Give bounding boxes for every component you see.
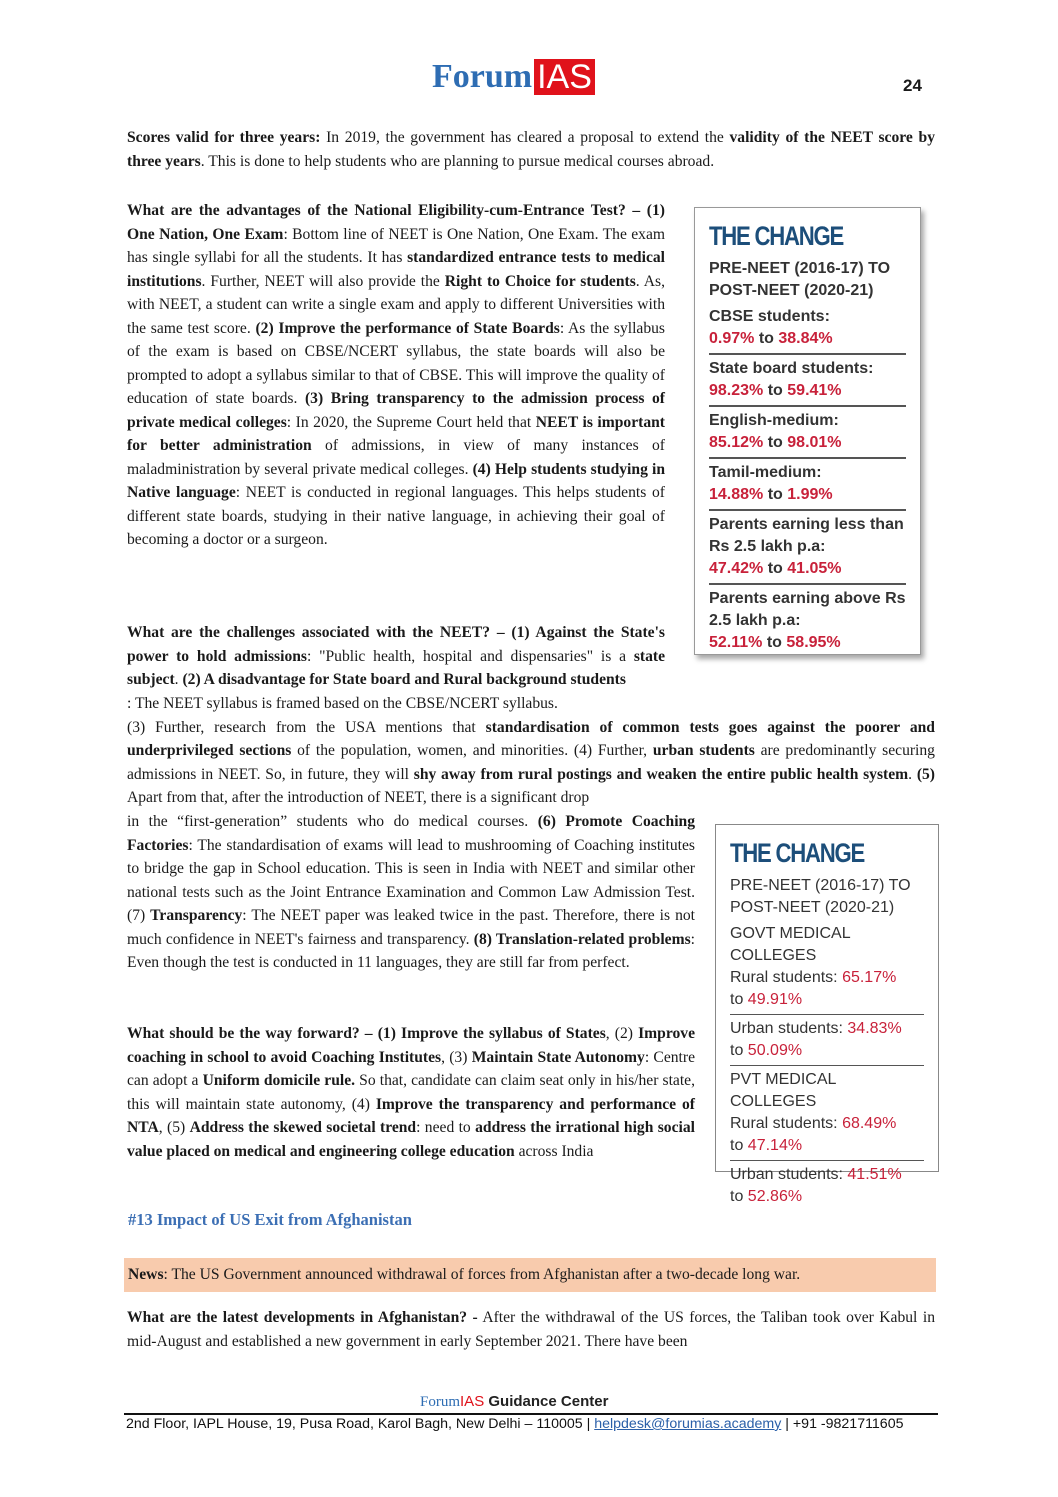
bold-text: standardisation of common tests goes against the poorer and underprivileged sections bbox=[127, 718, 935, 759]
advantages-paragraph bbox=[127, 199, 665, 552]
to-value: 41.05% bbox=[787, 560, 842, 577]
text: : Even though the test is conducted in 11 languages, they are still far from perfect. bbox=[127, 930, 695, 971]
bold-text: Uniform domicile rule. bbox=[202, 1072, 356, 1089]
infobox-subtitle: PRE-NEET (2016-17) TO POST-NEET (2020-21) bbox=[730, 877, 911, 916]
from-value: 98.23% bbox=[709, 382, 764, 399]
joiner: to bbox=[730, 1188, 748, 1205]
infobox-item bbox=[709, 457, 906, 509]
item-label: State board students: bbox=[709, 360, 874, 377]
footer-divider bbox=[124, 1413, 938, 1415]
challenges-heading: What are the challenges associated with the NEET? bbox=[127, 624, 491, 641]
logo-ias-text: IAS bbox=[534, 59, 595, 95]
text: In 2019, the government has cleared a proposal to extend the bbox=[320, 129, 730, 146]
bold-text: Improve coaching in school to avoid Coaching Institutes bbox=[127, 1025, 695, 1066]
joiner: to bbox=[754, 330, 779, 347]
news-highlight bbox=[124, 1258, 936, 1292]
news-text: : The US Government announced withdrawal of forces from Afghanistan after a two-decade long war. bbox=[163, 1266, 801, 1283]
item-label: Parents earning above Rs 2.5 lakh p.a: bbox=[709, 590, 906, 629]
bold-text: Transparency bbox=[150, 907, 243, 924]
text: in the “first-generation” students who do medical courses. bbox=[127, 813, 538, 830]
to-value: 58.95% bbox=[786, 634, 841, 651]
from-value: 0.97% bbox=[709, 330, 755, 347]
pvt-heading: PVT MEDICAL COLLEGES bbox=[730, 1071, 836, 1110]
govt-heading: GOVT MEDICAL COLLEGES bbox=[730, 925, 851, 964]
joiner: to bbox=[730, 991, 748, 1008]
joiner: to bbox=[730, 1137, 748, 1154]
phone-text: | +91 -9821711605 bbox=[781, 1416, 904, 1432]
from-value: 47.42% bbox=[709, 560, 764, 577]
item-label: Rural students: bbox=[730, 1115, 843, 1132]
bold-text: urban students bbox=[652, 742, 755, 759]
helpdesk-email-link[interactable]: helpdesk@forumias.academy bbox=[594, 1416, 782, 1432]
infobox-title: THE CHANGE bbox=[730, 838, 865, 868]
news-label: News bbox=[128, 1266, 164, 1283]
text: : need to bbox=[416, 1119, 476, 1136]
scores-valid-heading: Scores valid for three years: bbox=[127, 129, 321, 146]
to-value: 52.86% bbox=[747, 1188, 803, 1205]
text: , (3) bbox=[441, 1048, 472, 1066]
text: : The NEET syllabus is framed based on the CBSE/NCERT syllabus. bbox=[127, 695, 558, 712]
from-value: 41.51% bbox=[847, 1166, 902, 1183]
page-number: 24 bbox=[903, 76, 922, 95]
footer-brand-forum: Forum bbox=[420, 1394, 461, 1410]
infobox-item bbox=[730, 919, 924, 1014]
infobox-item bbox=[709, 302, 906, 353]
from-value: 68.49% bbox=[842, 1115, 897, 1132]
to-value: 50.09% bbox=[747, 1042, 803, 1059]
text: across India bbox=[514, 1142, 594, 1160]
infobox-item bbox=[709, 405, 906, 457]
bold-text: (2) Improve the performance of State Boards bbox=[255, 319, 560, 337]
section-13-title: #13 Impact of US Exit from Afghanistan bbox=[128, 1210, 412, 1229]
text: : As the syllabus of the exam is based on CBSE/NCERT syllabus, the state boards will also be prompted to adopt a syllabus similar to that of CBSE. This will improve the quality of education of state boards. bbox=[127, 319, 665, 407]
item-label: Urban students: bbox=[730, 1020, 848, 1037]
infobox-subtitle: PRE-NEET (2016-17) TO POST-NEET (2020-21) bbox=[709, 260, 891, 299]
bold-text: (3) Bring transparency to the admission process of private medical colleges bbox=[127, 390, 665, 431]
bold-text: (8) Translation-related problems bbox=[473, 930, 691, 948]
infobox-item bbox=[730, 1065, 924, 1160]
joiner: to bbox=[763, 486, 788, 503]
bold-text: (5) bbox=[916, 765, 935, 783]
item-label: CBSE students: bbox=[709, 308, 830, 325]
text: Apart from that, after the introduction of NEET, there is a significant drop bbox=[127, 789, 590, 806]
item-label: Rural students: bbox=[730, 969, 843, 986]
forumias-logo bbox=[432, 58, 595, 96]
text: . bbox=[908, 765, 917, 783]
bold-text: Right to Choice for students bbox=[444, 272, 636, 290]
bold-text: validity of the NEET score by three years bbox=[127, 129, 935, 170]
text: After the withdrawal of the US forces, the Taliban took over Kabul in mid-August and established a new government in early September 2021. There have been bbox=[127, 1309, 935, 1350]
from-value: 85.12% bbox=[709, 434, 764, 451]
from-value: 14.88% bbox=[709, 486, 764, 503]
infobox-item bbox=[709, 583, 906, 657]
to-value: 49.91% bbox=[747, 991, 803, 1008]
text: : "Public health, hospital and dispensaries" is a bbox=[306, 647, 634, 665]
text: : The NEET paper was leaked twice in the past. Therefore, there is not much confidence in NEET's fairness and transparency. bbox=[127, 907, 695, 948]
from-value: 34.83% bbox=[847, 1020, 902, 1037]
scores-valid-paragraph bbox=[127, 126, 935, 173]
text: : Centre can adopt a bbox=[127, 1048, 695, 1089]
joiner: to bbox=[763, 382, 788, 399]
text: , (2) bbox=[605, 1025, 639, 1042]
challenges-paragraph-bottom bbox=[127, 810, 695, 975]
logo-forum-text: Forum bbox=[432, 58, 533, 95]
from-value: 52.11% bbox=[709, 634, 763, 651]
bold-text: – (1) Against the State's power to hold admissions bbox=[127, 624, 665, 665]
infobox-title: THE CHANGE bbox=[709, 221, 844, 251]
item-label: Urban students: bbox=[730, 1166, 848, 1183]
the-change-infobox-2 bbox=[715, 824, 939, 1205]
item-label: Parents earning less than Rs 2.5 lakh p.a: bbox=[709, 516, 904, 555]
item-label: Tamil-medium: bbox=[709, 464, 822, 481]
text: , (5) bbox=[158, 1119, 190, 1136]
to-value: 1.99% bbox=[787, 486, 833, 503]
text: of admissions, in view of many instances of maladministration by several private medical colleges. bbox=[127, 437, 665, 478]
text: . Further, NEET will also provide the bbox=[201, 272, 445, 290]
to-value: 38.84% bbox=[778, 330, 833, 347]
to-value: 98.01% bbox=[787, 434, 842, 451]
text: (3) Further, research from the USA mentions that bbox=[127, 718, 486, 736]
bold-text: standardized entrance tests to medical institutions bbox=[127, 249, 665, 290]
text: of the population, women, and minorities. (4) Further, bbox=[291, 742, 653, 759]
footer-brand-rest: Guidance Center bbox=[484, 1393, 609, 1410]
joiner: to bbox=[730, 1042, 748, 1059]
latest-developments-heading: What are the latest developments in Afghanistan? - bbox=[127, 1309, 478, 1326]
to-value: 59.41% bbox=[787, 382, 842, 399]
infobox-item bbox=[709, 509, 906, 583]
address-text: 2nd Floor, IAPL House, 19, Pusa Road, Karol Bagh, New Delhi – 110005 | bbox=[126, 1416, 595, 1432]
text: . As, with NEET, a student can write a single exam and apply to different Universities with the same test score. bbox=[127, 272, 665, 337]
joiner: to bbox=[763, 434, 788, 451]
item-label: English-medium: bbox=[709, 412, 839, 429]
latest-developments-paragraph bbox=[127, 1306, 935, 1353]
text: : The standardisation of exams will lead to mushrooming of Coaching institutes to bridge the gap in School education. This is seen in India with NEET and similar other national tests such as the Joint Entrance Examination and Common Law Admission Test. (7) bbox=[127, 836, 695, 924]
bold-text: (2) A disadvantage for State board and Rural background students bbox=[182, 671, 626, 688]
infobox-item bbox=[709, 353, 906, 405]
text: are predominantly securing admissions in NEET. So, in future, they will bbox=[127, 742, 935, 783]
joiner: to bbox=[763, 560, 788, 577]
bold-text: Address the skewed societal trend bbox=[189, 1119, 417, 1136]
text: : NEET is conducted in regional languages. This helps students of different state boards, studying in their native language, in achieving their goal of becoming a doctor or a surgeon. bbox=[127, 484, 665, 548]
bold-text: shy away from rural postings and weaken the entire public health system bbox=[413, 765, 909, 783]
bold-text: address the irrational high social value placed on medical and engineering college education bbox=[127, 1119, 695, 1160]
challenges-paragraph-wide bbox=[127, 692, 935, 810]
text: So that, candidate can claim seat only in his/her state, this will maintain state autonomy, (4) bbox=[127, 1072, 696, 1113]
bold-text: – (1) Improve the syllabus of States bbox=[359, 1025, 606, 1042]
the-change-infobox-1 bbox=[694, 207, 921, 655]
text: . bbox=[174, 671, 183, 688]
infobox-item bbox=[730, 1014, 924, 1065]
footer-address bbox=[126, 1416, 903, 1432]
to-value: 47.14% bbox=[747, 1137, 803, 1154]
joiner: to bbox=[762, 634, 787, 651]
from-value: 65.17% bbox=[842, 969, 897, 986]
text: : In 2020, the Supreme Court held that bbox=[286, 413, 536, 431]
text: . This is done to help students who are planning to pursue medical courses abroad. bbox=[200, 152, 715, 170]
infobox-item bbox=[730, 1160, 924, 1211]
text: : Bottom line of NEET is One Nation, One Exam. The exam has single syllabi for all the students. It has bbox=[127, 225, 666, 266]
bold-text: (4) Help students studying in Native language bbox=[127, 460, 665, 501]
bold-text: Maintain State Autonomy bbox=[471, 1048, 645, 1066]
footer-brand-ias: IAS bbox=[460, 1393, 485, 1410]
bold-text: (6) Promote Coaching Factories bbox=[127, 813, 695, 854]
footer-brand bbox=[420, 1393, 608, 1411]
bold-text: – (1) One Nation, One Exam bbox=[127, 202, 665, 243]
way-forward-heading: What should be the way forward? bbox=[127, 1025, 360, 1042]
way-forward-paragraph bbox=[127, 1022, 695, 1163]
advantages-heading: What are the advantages of the National Eligibility-cum-Entrance Test? bbox=[127, 202, 626, 219]
bold-text: NEET is important for better administration bbox=[127, 413, 666, 454]
challenges-paragraph-top bbox=[127, 621, 665, 692]
bold-text: Improve the transparency and performance of NTA bbox=[127, 1095, 695, 1136]
bold-text: state subject bbox=[127, 647, 665, 688]
